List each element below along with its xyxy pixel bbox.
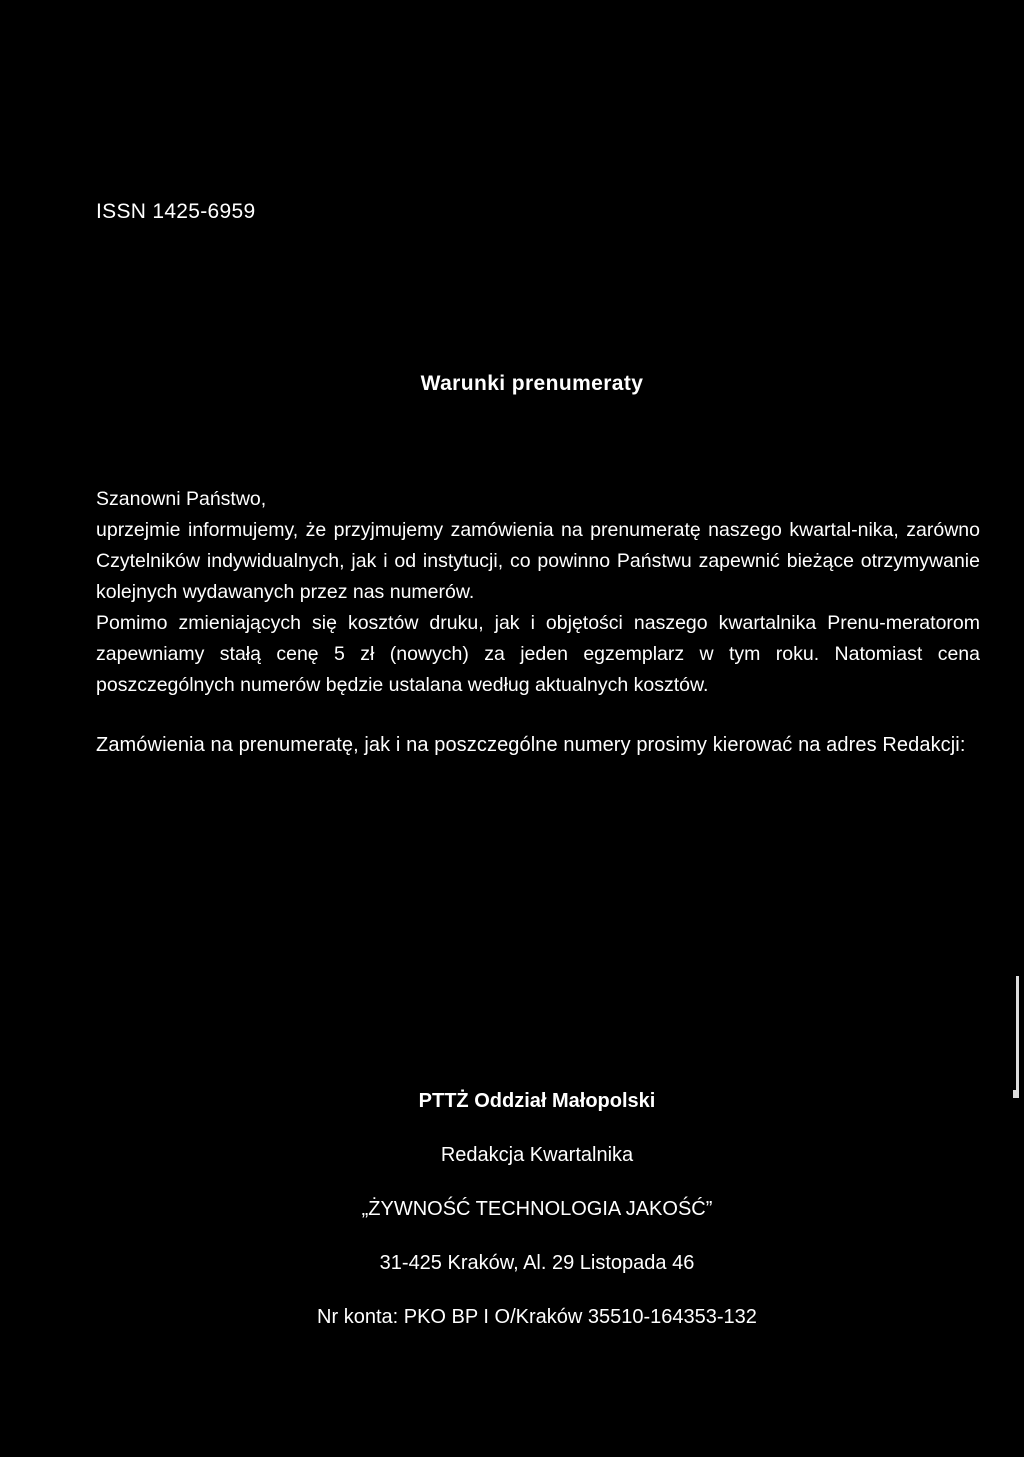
address-organization: PTTŻ Oddział Małopolski (418, 1090, 656, 1112)
salutation: Szanowni Państwo, (96, 488, 267, 510)
issn-number: ISSN 1425-6959 (96, 200, 256, 223)
address-street: 31-425 Kraków, Al. 29 Listopada 46 (379, 1252, 695, 1274)
orders-instructions (96, 730, 986, 761)
address-journal: „ŻYWNOŚĆ TECHNOLOGIA JAKOŚĆ” (361, 1198, 713, 1220)
scan-edge-mark (1016, 976, 1019, 1096)
page-title: Warunki prenumeraty (420, 372, 644, 395)
address-editorial: Redakcja Kwartalnika (440, 1144, 634, 1166)
address-account: Nr konta: PKO BP I O/Kraków 35510-164353-132 (317, 1306, 757, 1328)
address-block (0, 1074, 1024, 1344)
paragraph-intro: uprzejmie informujemy, że przyjmujemy zamówienia na prenumeratę naszego kwartal-nika, zarówno Czytelników indywidualnych, jak i od instytucji, co powinno Państwu zapewnić bieżące otrzymywanie kolejnych wydawanych przez nas numerów. (96, 519, 980, 603)
letter-body (96, 484, 980, 701)
paragraph-pricing: Pomimo zmieniających się kosztów druku, jak i objętości naszego kwartalnika Prenu-meratorom zapewniamy stałą cenę 5 zł (nowych) za jeden egzemplarz w tym roku. Natomiast cena poszczególnych numerów będzie ustalana według aktualnych kosztów. (96, 612, 980, 696)
paragraph-orders: Zamówienia na prenumeratę, jak i na poszczególne numery prosimy kierować na adres Redakcji: (96, 734, 966, 756)
